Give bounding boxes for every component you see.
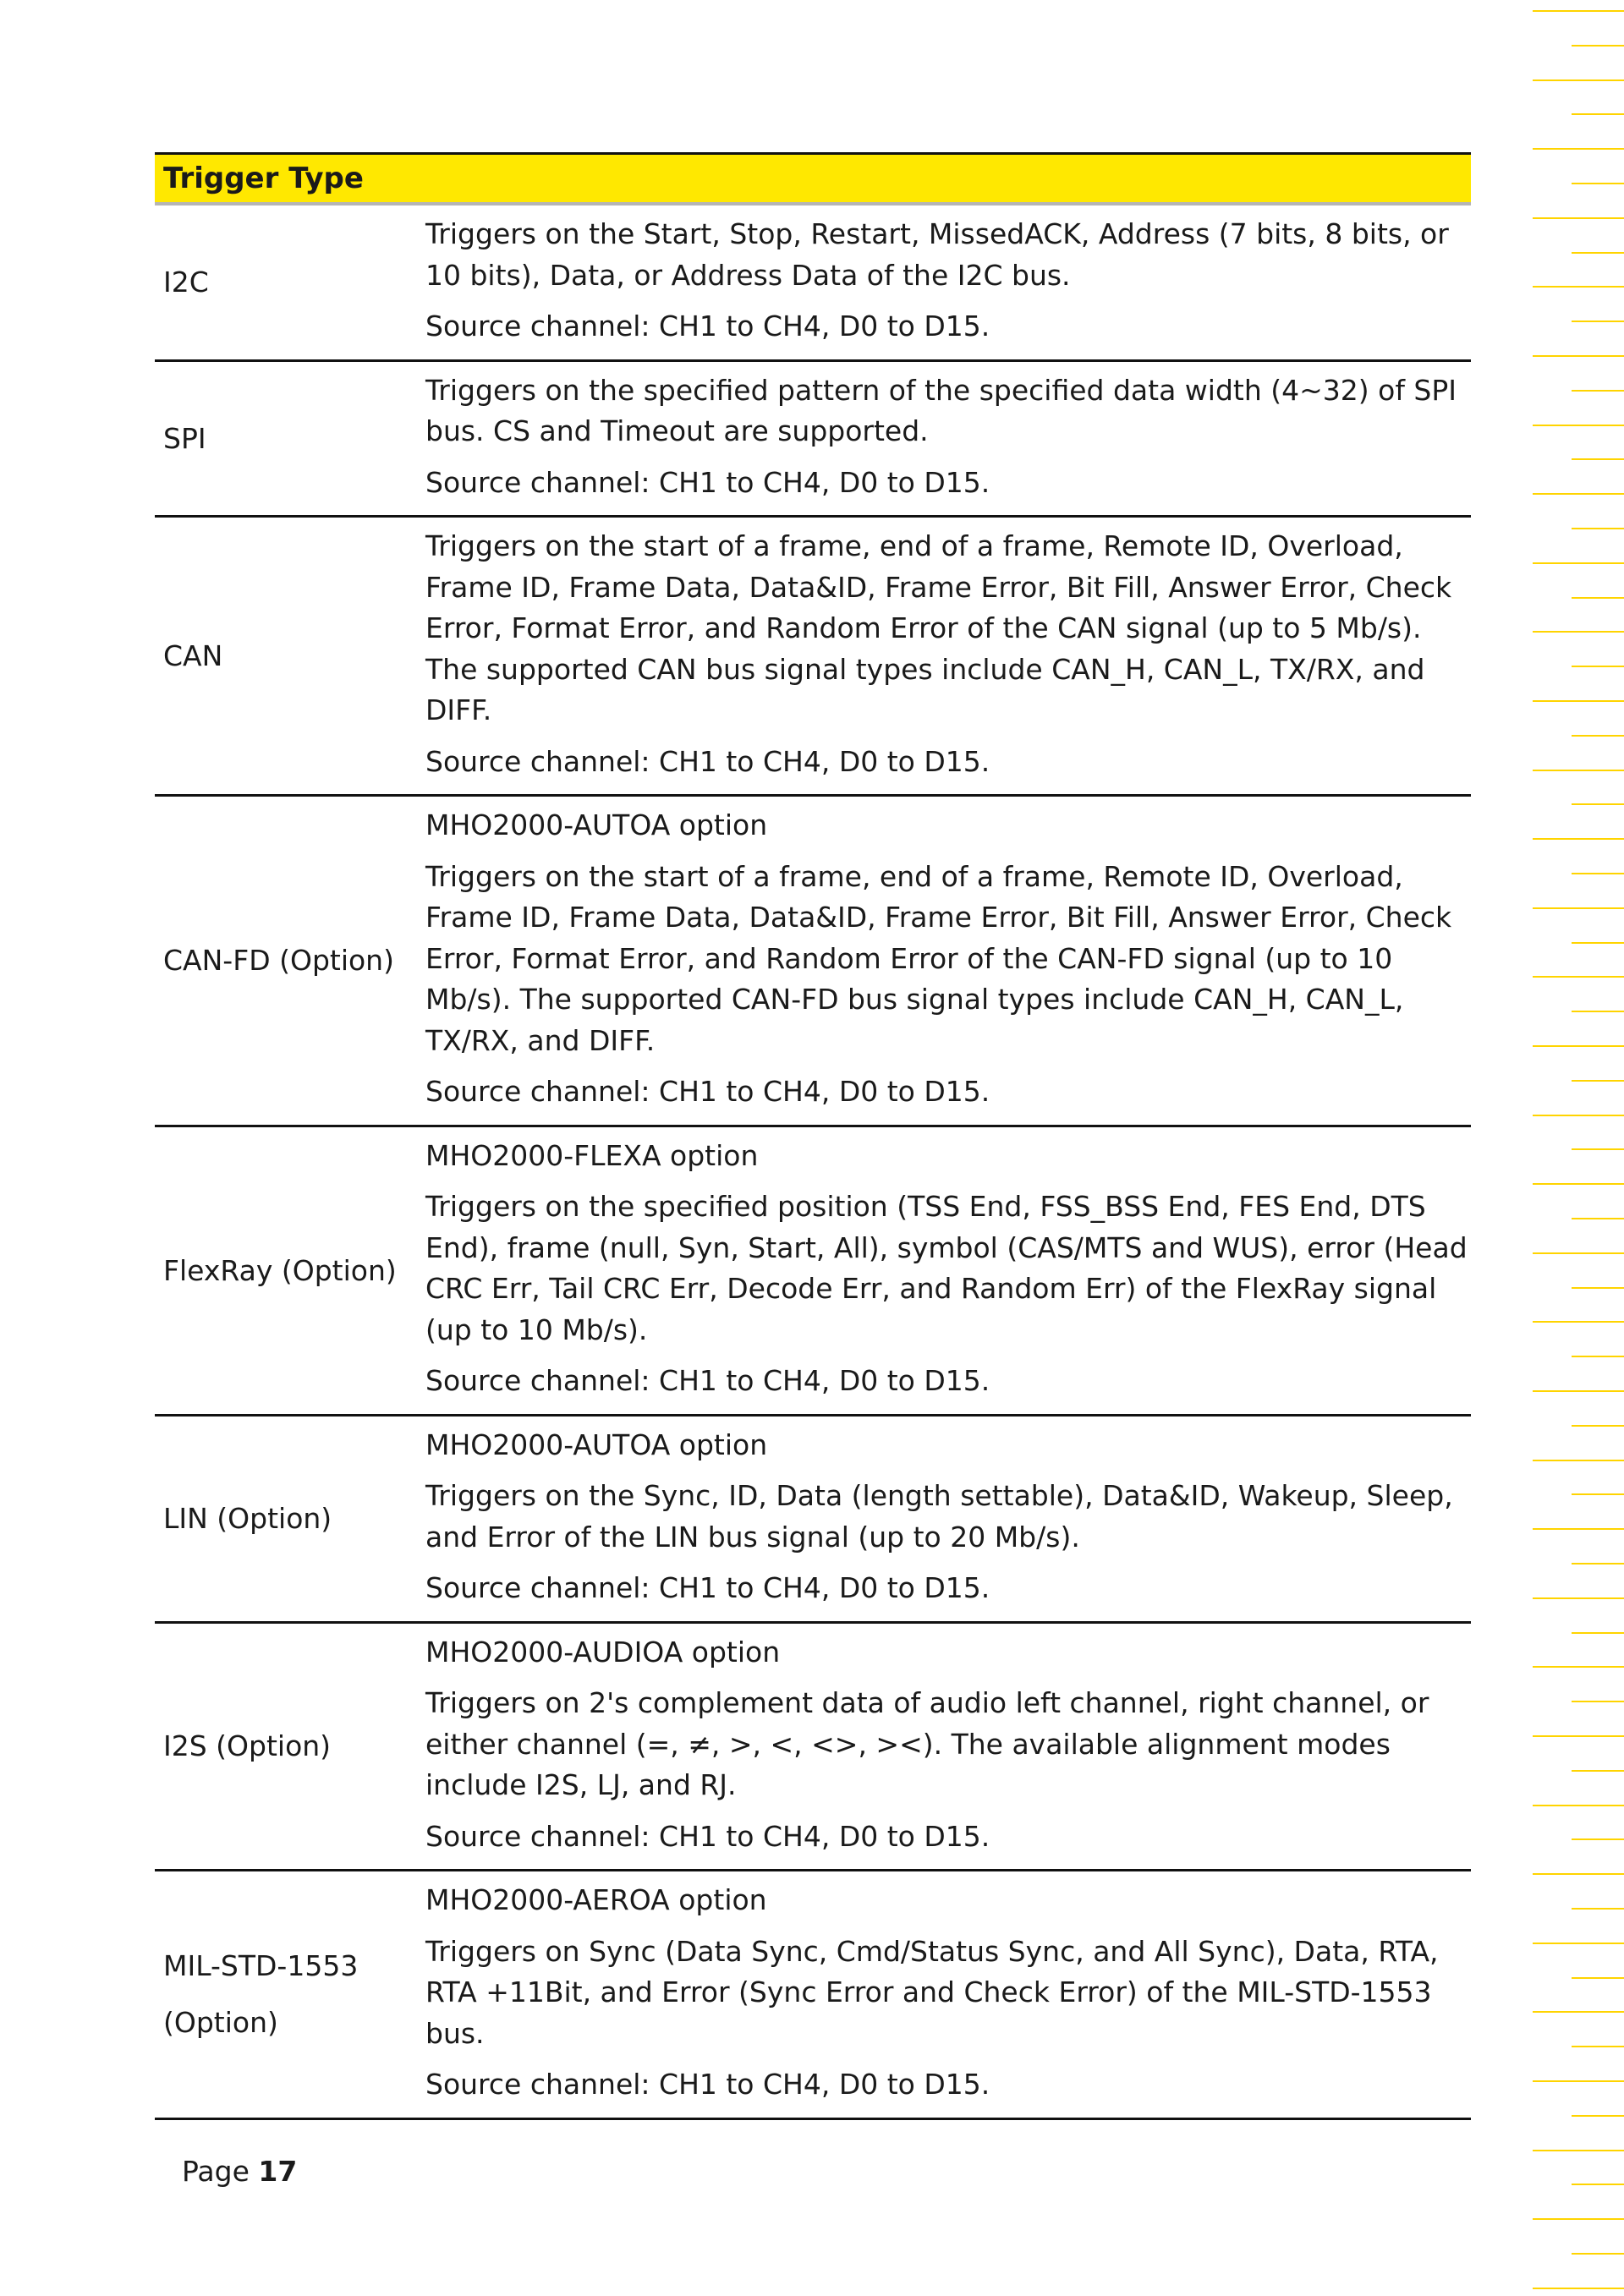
rule-line [1572,390,1624,392]
trigger-description: Triggers on the Sync, ID, Data (length settable), Data&ID, Wakeup, Sleep, and Error of the LIN bus signal (up to 20 Mb/s). [425,1479,1453,1553]
rule-line [1572,873,1624,874]
rule-line [1533,217,1624,219]
rule-line [1572,458,1624,460]
rule-line [1572,942,1624,944]
trigger-description: Triggers on the specified pattern of the specified data width (4~32) of SPI bus. CS and Timeout are supported. [425,373,1457,447]
rule-line [1572,2184,1624,2185]
table-row [155,1871,1471,2119]
rule-line [1533,1460,1624,1461]
source-channel: Source channel: CH1 to CH4, D0 to D15. [425,744,990,778]
source-channel: Source channel: CH1 to CH4, D0 to D15. [425,2068,990,2101]
rule-line [1533,355,1624,357]
rule-line [1533,1321,1624,1323]
rule-line [1533,79,1624,81]
trigger-type-cell: MIL-STD-1553 (Option) [163,1949,359,2040]
rule-line [1533,2150,1624,2151]
page-number: 17 [258,2155,298,2188]
rule-line [1572,666,1624,667]
rule-line [1572,1563,1624,1564]
option-name: MHO2000-AUTOA option [425,808,768,841]
trigger-description-cell [425,1126,1471,1415]
source-channel: Source channel: CH1 to CH4, D0 to D15. [425,310,990,342]
trigger-description: Triggers on the specified position (TSS End, FSS_BSS End, FES End, DTS End), frame (null, Syn, Start, All), symbol (CAS/MTS and WUS), error (Head CRC Err, Tail CRC Err, Decode Err, and Random Err) of the FlexRay signal (up to 10 Mb/s). [425,1190,1468,1346]
rule-line [1533,1735,1624,1737]
trigger-description-cell [425,360,1471,517]
rule-line [1533,1183,1624,1185]
rule-line [1533,1943,1624,1944]
rule-line [1533,770,1624,771]
trigger-type-cell: CAN [163,639,223,672]
rule-line [1533,10,1624,12]
trigger-description: Triggers on 2's complement data of audio left channel, right channel, or either channel (=, ≠, >, <, <>, ><). The available alignment modes include I2S, LJ, and RJ. [425,1686,1429,1801]
rule-line [1533,1805,1624,1806]
page-label: Page [182,2155,250,2188]
table-header: Trigger Type [155,154,1471,205]
rule-line [1572,1908,1624,1910]
rule-line [1572,2253,1624,2255]
rule-line [1533,631,1624,633]
rule-line [1572,45,1624,47]
trigger-description-cell [425,1871,1471,2119]
rule-line [1572,1770,1624,1772]
table-header-row [155,154,1471,205]
rule-line [1572,1838,1624,1840]
rule-line [1572,1425,1624,1427]
rule-line [1533,2080,1624,2082]
rule-line [1533,1115,1624,1116]
rule-line [1533,2288,1624,2289]
rule-line [1572,1218,1624,1219]
decorative-rule-strip [1522,0,1624,2296]
option-name: MHO2000-AUTOA option [425,1427,768,1461]
rule-line [1572,528,1624,529]
rule-line [1572,1977,1624,1979]
table-row [155,1622,1471,1871]
option-name: MHO2000-FLEXA option [425,1138,759,1172]
trigger-type-cell: I2S (Option) [163,1729,332,1763]
page-footer [182,2155,297,2188]
rule-line [1533,838,1624,840]
source-channel: Source channel: CH1 to CH4, D0 to D15. [425,465,990,499]
rule-line [1533,1252,1624,1254]
table-row [155,204,1471,360]
rule-line [1572,2046,1624,2047]
rule-line [1572,252,1624,254]
trigger-type-cell: CAN-FD (Option) [163,944,394,978]
rule-line [1533,1528,1624,1530]
trigger-type-cell: SPI [163,421,206,455]
rule-line [1572,1701,1624,1702]
option-name: MHO2000-AEROA option [425,1883,767,1916]
trigger-type-cell: LIN (Option) [163,1502,332,1535]
rule-line [1572,1080,1624,1082]
trigger-description-cell [425,796,1471,1126]
source-channel: Source channel: CH1 to CH4, D0 to D15. [425,1571,990,1604]
rule-line [1572,735,1624,737]
table-row [155,1415,1471,1622]
rule-line [1572,2115,1624,2117]
rule-line [1533,700,1624,702]
rule-line [1533,2218,1624,2220]
option-name: MHO2000-AUDIOA option [425,1635,781,1669]
source-channel: Source channel: CH1 to CH4, D0 to D15. [425,1364,990,1397]
rule-line [1533,148,1624,150]
rule-line [1533,1390,1624,1392]
rule-line [1572,1493,1624,1495]
trigger-description-cell [425,1415,1471,1622]
rule-line [1572,1011,1624,1012]
trigger-description: Triggers on Sync (Data Sync, Cmd/Status Sync, and All Sync), Data, RTA, RTA +11Bit, and Error (Sync Error and Check Error) of the MIL-STD-1553 bus. [425,1934,1439,2050]
table-row [155,517,1471,796]
rule-line [1533,425,1624,426]
trigger-type-cell: FlexRay (Option) [163,1253,397,1287]
table-row [155,1126,1471,1415]
rule-line [1533,1597,1624,1599]
rule-line [1572,321,1624,322]
rule-line [1533,493,1624,495]
trigger-description-cell [425,1622,1471,1871]
rule-line [1572,1356,1624,1357]
rule-line [1533,1045,1624,1047]
trigger-description-cell [425,517,1471,796]
trigger-description: Triggers on the start of a frame, end of a frame, Remote ID, Overload, Frame ID, Frame Data, Data&ID, Frame Error, Bit Fill, Answer Error, Check Error, Format Error, and Random Error of the CAN signal (up to 5 Mb/s). The supported CAN bus signal types include CAN_H, CAN_L, TX/RX, and DIFF. [425,529,1452,726]
rule-line [1572,183,1624,184]
rule-line [1572,1287,1624,1289]
trigger-type-table [155,152,1471,2120]
rule-line [1572,1632,1624,1634]
rule-line [1533,1873,1624,1875]
rule-line [1572,113,1624,115]
trigger-type-cell: I2C [163,266,209,299]
rule-line [1533,2011,1624,2013]
source-channel: Source channel: CH1 to CH4, D0 to D15. [425,1819,990,1853]
rule-line [1533,1666,1624,1668]
rule-line [1533,562,1624,564]
trigger-description: Triggers on the start of a frame, end of a frame, Remote ID, Overload, Frame ID, Frame Data, Data&ID, Frame Error, Bit Fill, Answer Error, Check Error, Format Error, and Random Error of the CAN-FD signal (up to 10 Mb/s). The supported CAN-FD bus signal types include CAN_H, CAN_L, TX/RX, and DIFF. [425,859,1452,1057]
table-row [155,796,1471,1126]
trigger-description: Triggers on the Start, Stop, Restart, MissedACK, Address (7 bits, 8 bits, or 10 bits), Data, or Address Data of the I2C bus. [425,217,1449,292]
rule-line [1572,803,1624,805]
rule-line [1572,1148,1624,1150]
rule-line [1533,907,1624,909]
table-row [155,360,1471,517]
rule-line [1533,286,1624,288]
source-channel: Source channel: CH1 to CH4, D0 to D15. [425,1075,990,1108]
trigger-description-cell [425,204,1471,360]
rule-line [1572,597,1624,599]
rule-line [1533,976,1624,978]
